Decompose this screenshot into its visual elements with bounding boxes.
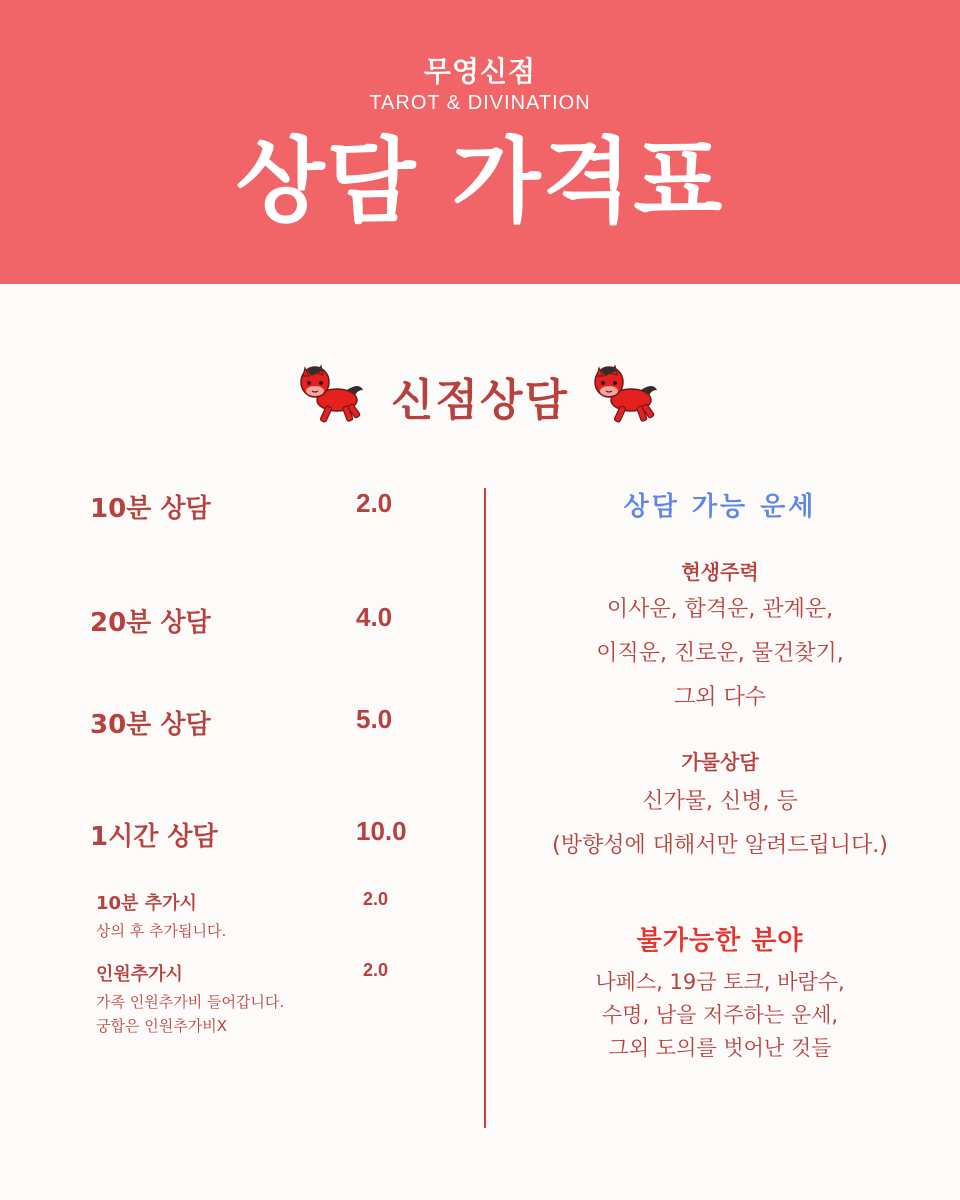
price-item-value: 4.0: [356, 602, 393, 632]
extra-fee-name: 10분 추가시: [96, 893, 197, 914]
available-group-title: 현생주력: [681, 560, 759, 584]
page-title: 상담 가격표: [235, 128, 725, 235]
available-group-list: [500, 780, 940, 868]
price-item-name: 10분 상담: [90, 494, 211, 524]
extra-fee-item: [96, 960, 426, 1038]
available-group-list: [500, 588, 940, 720]
extra-fee-note: 궁합은 인원추가비X: [96, 1017, 227, 1035]
section-title: 신점상담: [390, 375, 569, 426]
price-item-name: 30분 상담: [90, 710, 211, 740]
extra-fee-note: 상의 후 추가됩니다.: [96, 922, 227, 940]
price-item-value: 2.0: [356, 488, 393, 518]
available-line: 신가물, 신병, 등: [642, 789, 798, 814]
not-available-line: 나페스, 19금 토크, 바람수,: [595, 970, 845, 994]
red-horse-icon: [297, 360, 369, 432]
available-title: 상담 가능 운세: [623, 492, 817, 522]
not-available-line: 그외 도의를 벗어난 것들: [608, 1036, 832, 1060]
brand-subtitle: TAROT & DIVINATION: [369, 92, 591, 114]
price-item-value: 5.0: [356, 704, 393, 734]
extra-fee-name: 인원추가시: [96, 964, 183, 985]
column-divider: [484, 488, 486, 1128]
price-item-name: 1시간 상담: [90, 822, 218, 852]
section-heading: [0, 356, 960, 436]
extra-fee-note: 가족 인원추가비 들어갑니다.: [96, 993, 285, 1011]
red-horse-icon: [591, 360, 663, 432]
extra-fee-price: 2.0: [363, 889, 389, 909]
extra-fee-item: [96, 889, 426, 943]
available-line: 그외 다수: [673, 685, 766, 710]
available-group-title: 가물상담: [681, 750, 759, 774]
extra-fee-price: 2.0: [363, 960, 389, 980]
header-banner: [0, 0, 960, 284]
price-item-value: 10.0: [356, 816, 407, 846]
brand-name: 무영신점: [423, 55, 537, 88]
not-available-list: [500, 966, 940, 1065]
not-available-line: 수명, 남을 저주하는 운세,: [601, 1003, 839, 1027]
available-line: (방향성에 대해서만 알려드립니다.): [552, 833, 888, 858]
price-item-name: 20분 상담: [90, 608, 211, 638]
available-line: 이직운, 진로운, 물건찾기,: [596, 641, 844, 666]
not-available-title: 불가능한 분야: [636, 926, 804, 956]
available-line: 이사운, 합격운, 관계운,: [606, 597, 834, 622]
